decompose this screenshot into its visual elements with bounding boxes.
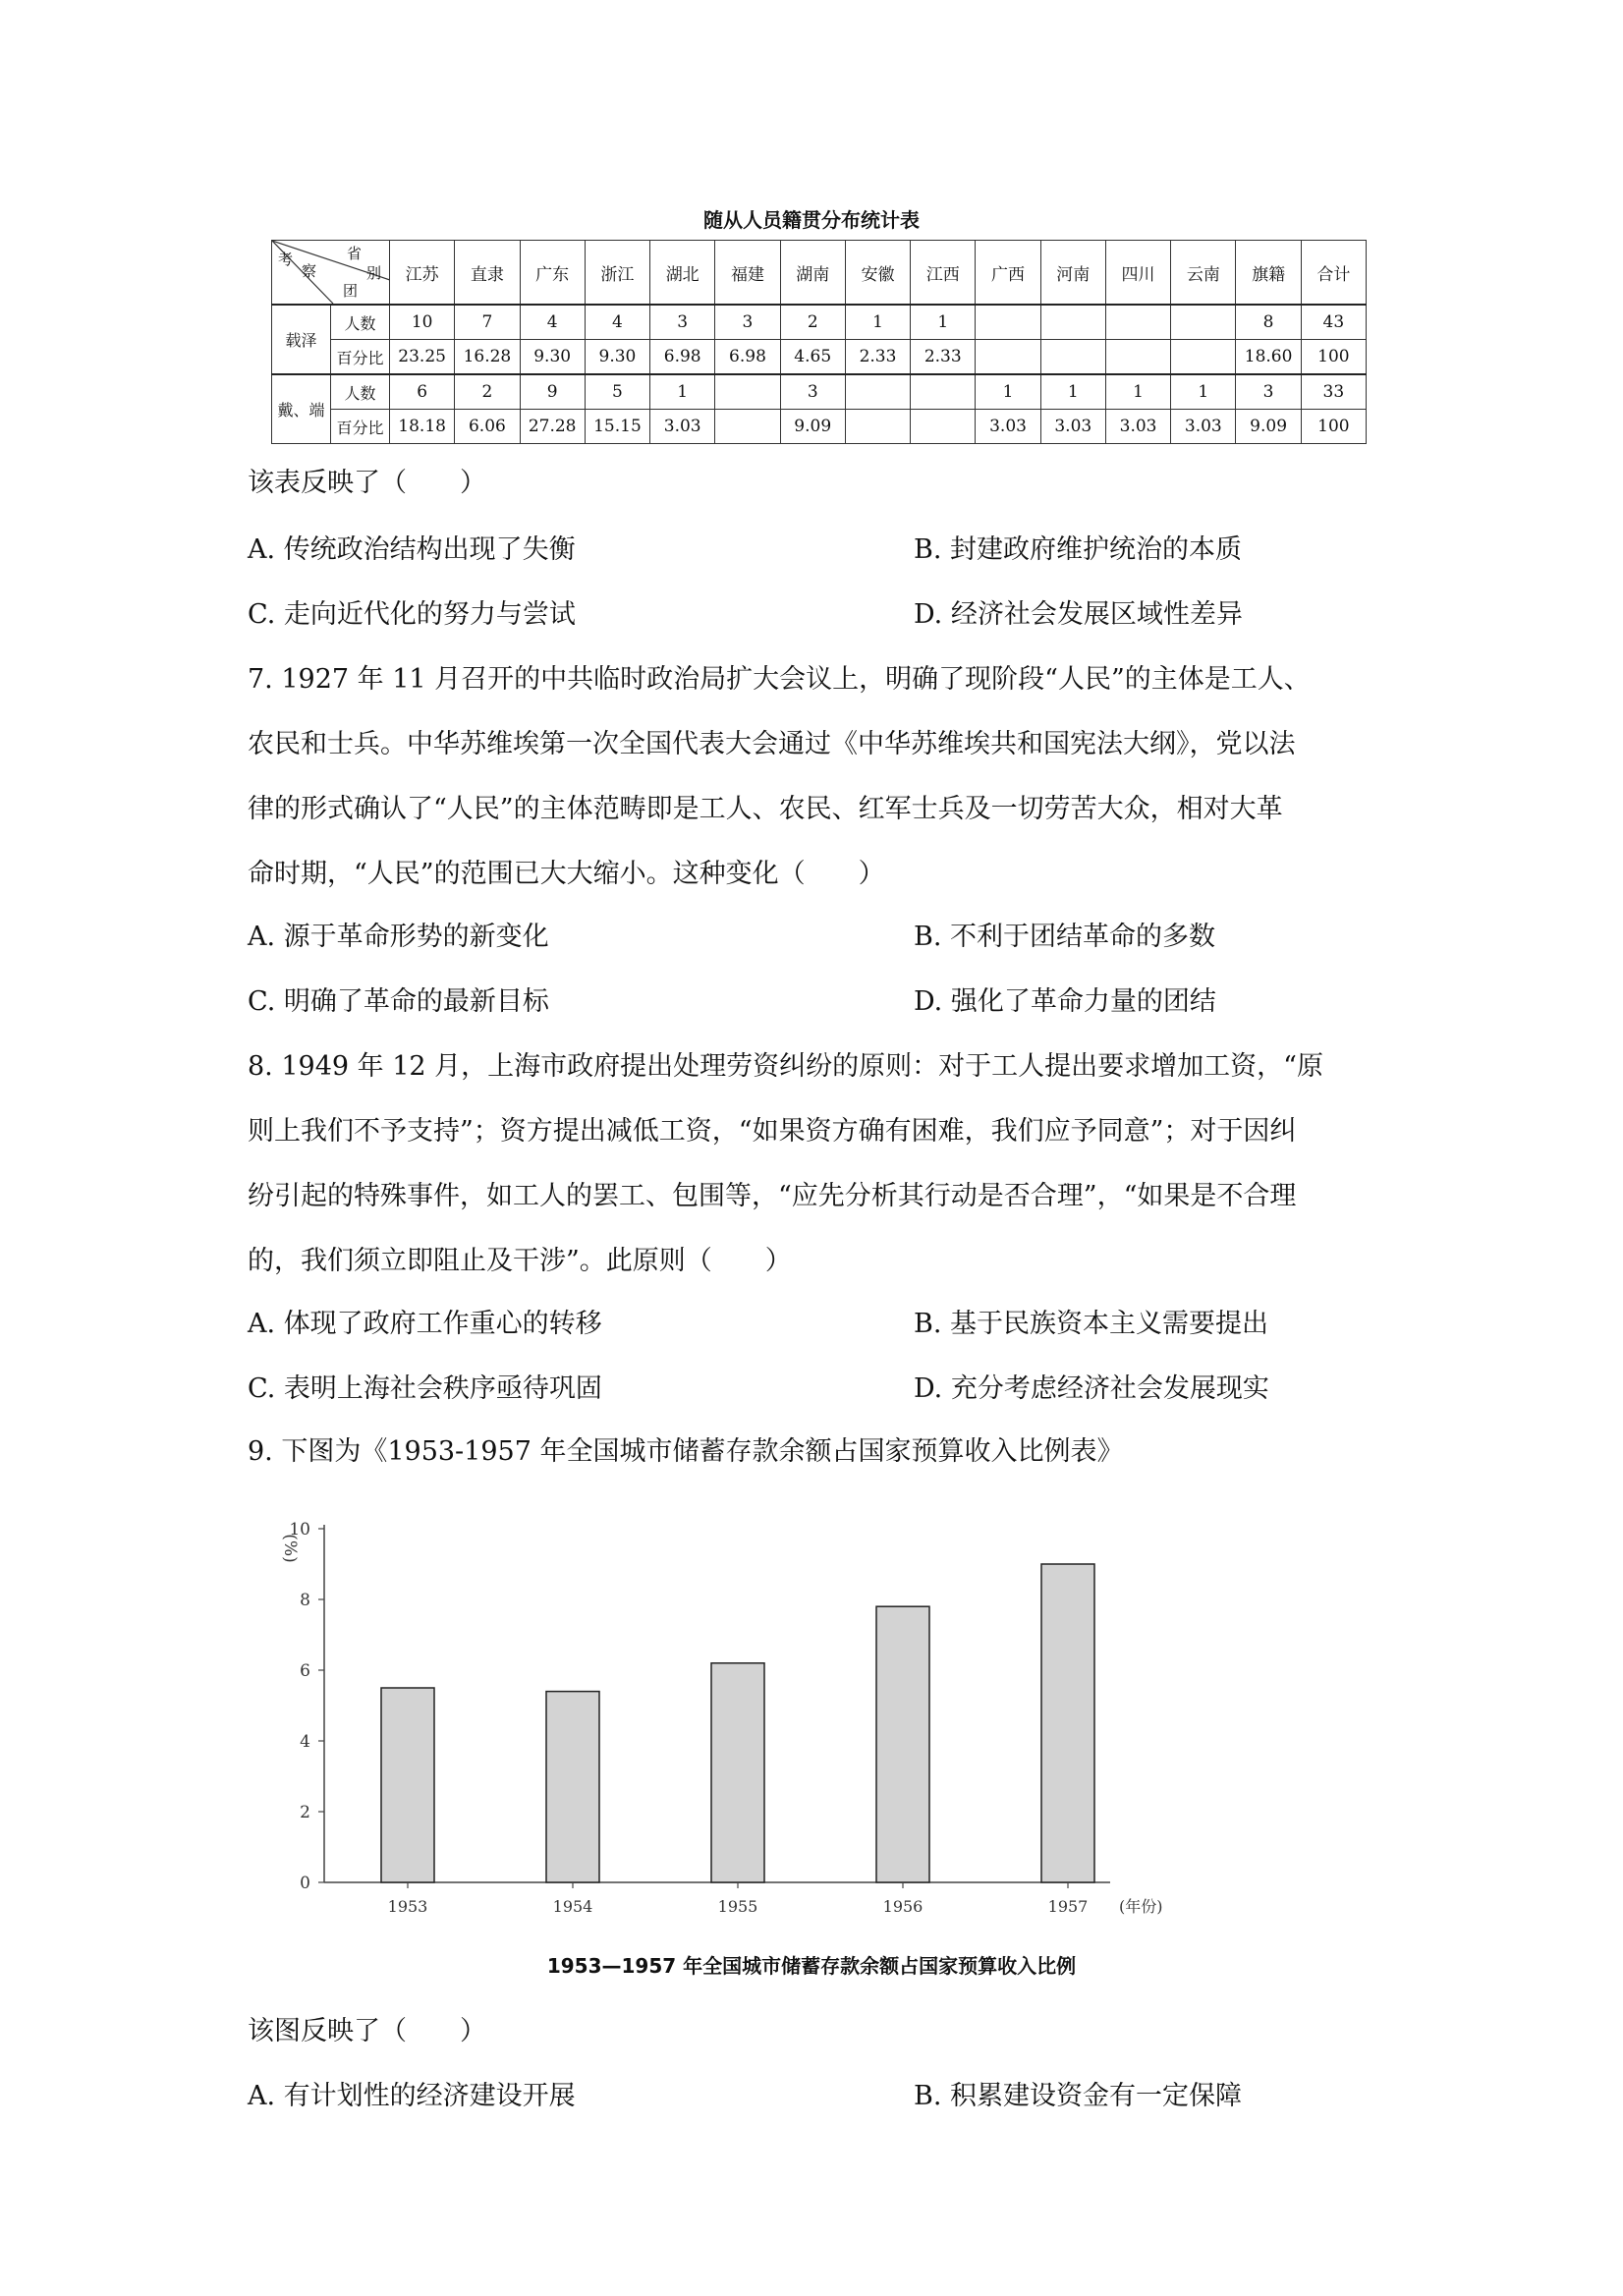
corner-char-e: 团 [343,282,359,300]
table-cell: 9.30 [585,340,649,375]
table-cell: 3 [780,374,845,410]
table-row [272,340,1367,375]
column-header: 旗籍 [1236,241,1301,306]
column-header: 河南 [1040,241,1105,306]
column-header: 江苏 [390,241,455,306]
q7-line-4: 命时期，“人民”的范围已大大缩小。这种变化（ ） [248,859,885,889]
y-axis-label: (%) [280,1534,300,1563]
bar-1956 [876,1606,929,1882]
table-cell: 10 [390,305,455,340]
table-cell: 5 [585,374,649,410]
q9-intro: 9. 下图为《1953-1957 年全国城市储蓄存款余额占国家预算收入比例表》 [248,1436,1124,1467]
column-header: 广东 [520,241,585,306]
column-header: 浙江 [585,241,649,306]
q7-option-c[interactable]: C. 明确了革命的最新目标 [248,986,549,1017]
q7-line-2: 农民和士兵。中华苏维埃第一次全国代表大会通过《中华苏维埃共和国宪法大纲》，党以法 [248,729,1296,759]
group-label: 载泽 [272,305,331,374]
table-title: 随从人员籍贯分布统计表 [703,208,920,232]
y-tick-label: 4 [300,1732,310,1752]
table-corner-cell [272,241,390,306]
table-row [272,374,1367,410]
q7-option-a[interactable]: A. 源于革命形势的新变化 [248,922,549,952]
table-row [272,305,1367,340]
x-tick-label: 1953 [387,1897,428,1916]
y-tick-label: 2 [300,1803,310,1822]
column-header: 江西 [911,241,976,306]
chart-title: 1953—1957 年全国城市储蓄存款余额占国家预算收入比例 [546,1954,1077,1978]
corner-char-c: 省 [347,245,363,262]
table-cell: 9 [520,374,585,410]
column-header: 云南 [1171,241,1236,306]
table-cell: 9.09 [1236,410,1301,444]
table-cell [976,340,1040,375]
x-tick-label: 1956 [882,1897,923,1916]
table-cell: 6.06 [455,410,520,444]
column-header: 直隶 [455,241,520,306]
table-cell: 9.30 [520,340,585,375]
q9-stem: 该图反映了（ ） [248,2016,486,2046]
row-label: 人数 [331,305,390,340]
table-cell: 3 [650,305,715,340]
table-cell: 2.33 [911,340,976,375]
q7-option-d[interactable]: D. 强化了革命力量的团结 [914,986,1216,1017]
table-cell: 7 [455,305,520,340]
table-cell [845,410,910,444]
table-cell [715,410,780,444]
q8-option-c[interactable]: C. 表明上海社会秩序亟待巩固 [248,1373,602,1404]
x-tick-label: 1955 [717,1897,758,1916]
table-cell: 4 [520,305,585,340]
column-header: 安徽 [845,241,910,306]
table-cell: 3.03 [1040,410,1105,444]
table-cell: 18.18 [390,410,455,444]
table-cell: 6.98 [650,340,715,375]
q6-option-b[interactable]: B. 封建政府维护统治的本质 [914,534,1243,565]
q8-line-4: 的，我们须立即阻止及干涉”。此原则（ ） [248,1246,792,1276]
table-cell: 1 [976,374,1040,410]
row-label: 百分比 [331,340,390,375]
table-row [272,410,1367,444]
column-header: 湖北 [650,241,715,306]
bar-1954 [546,1692,599,1882]
column-header: 广西 [976,241,1040,306]
column-header: 合计 [1301,241,1366,306]
table-cell: 3.03 [1171,410,1236,444]
table-cell: 9.09 [780,410,845,444]
bar-1957 [1041,1564,1094,1882]
corner-char-d: 别 [366,264,382,282]
q8-line-1: 8. 1949 年 12 月，上海市政府提出处理劳资纠纷的原则：对于工人提出要求增加工资，“原 [248,1051,1323,1082]
table-cell: 1 [1040,374,1105,410]
row-label: 百分比 [331,410,390,444]
table-cell [976,305,1040,340]
table-cell: 4.65 [780,340,845,375]
q8-option-d[interactable]: D. 充分考虑经济社会发展现实 [914,1373,1269,1404]
table-cell: 1 [1105,374,1170,410]
bar-1955 [711,1663,764,1882]
q7-line-3: 律的形式确认了“人民”的主体范畴即是工人、农民、红军士兵及一切劳苦大众，相对大革 [248,794,1283,824]
table-cell: 16.28 [455,340,520,375]
q6-stem: 该表反映了（ ） [248,468,486,498]
table-cell: 1 [1171,374,1236,410]
table-cell: 100 [1301,410,1366,444]
table-cell: 33 [1301,374,1366,410]
bar-1953 [381,1688,434,1882]
table-cell: 4 [585,305,649,340]
table-cell: 3.03 [650,410,715,444]
x-tick-label: 1954 [552,1897,593,1916]
x-tick-label: 1957 [1047,1897,1089,1916]
table-cell: 2.33 [845,340,910,375]
column-header: 四川 [1105,241,1170,306]
corner-char-a: 考 [278,251,294,268]
table-cell [1171,340,1236,375]
table-cell: 3 [1236,374,1301,410]
table-cell [1105,340,1170,375]
q8-option-a[interactable]: A. 体现了政府工作重心的转移 [248,1309,602,1339]
table-header-row [272,241,1367,306]
table-cell: 3.03 [1105,410,1170,444]
q6-option-c[interactable]: C. 走向近代化的努力与尝试 [248,599,576,630]
y-tick-label: 0 [300,1874,310,1893]
q7-option-b[interactable]: B. 不利于团结革命的多数 [914,922,1216,952]
table-cell: 100 [1301,340,1366,375]
column-header: 福建 [715,241,780,306]
table-cell [911,410,976,444]
y-tick-label: 10 [289,1520,310,1540]
table-cell: 18.60 [1236,340,1301,375]
y-tick-label: 8 [300,1591,310,1610]
table-cell [845,374,910,410]
table-cell: 6 [390,374,455,410]
group-label: 戴、端 [272,374,331,444]
table-cell [715,374,780,410]
statistics-table [271,240,1367,444]
q6-option-a[interactable]: A. 传统政治结构出现了失衡 [248,534,576,565]
table-cell: 43 [1301,305,1366,340]
table-cell: 1 [845,305,910,340]
q8-option-b[interactable]: B. 基于民族资本主义需要提出 [914,1309,1269,1339]
q8-line-3: 纷引起的特殊事件，如工人的罢工、包围等，“应先分析其行动是否合理”，“如果是不合理 [248,1181,1297,1211]
table-cell: 1 [650,374,715,410]
table-cell: 3 [715,305,780,340]
q9-option-b[interactable]: B. 积累建设资金有一定保障 [914,2081,1243,2111]
table-cell: 2 [780,305,845,340]
table-cell: 6.98 [715,340,780,375]
table-cell: 15.15 [585,410,649,444]
table-cell: 1 [911,305,976,340]
savings-bar-chart [246,1503,1228,1945]
table-cell [911,374,976,410]
table-cell: 2 [455,374,520,410]
table-cell [1105,305,1170,340]
row-label: 人数 [331,374,390,410]
q6-option-d[interactable]: D. 经济社会发展区域性差异 [914,599,1243,630]
table-cell [1040,305,1105,340]
table-cell: 23.25 [390,340,455,375]
q9-option-a[interactable]: A. 有计划性的经济建设开展 [248,2081,576,2111]
corner-char-b: 察 [302,262,317,280]
table-cell [1040,340,1105,375]
q7-line-1: 7. 1927 年 11 月召开的中共临时政治局扩大会议上，明确了现阶段“人民”的主体是工人、 [248,664,1311,695]
table-cell [1171,305,1236,340]
y-tick-label: 6 [300,1661,310,1681]
q8-line-2: 则上我们不予支持”；资方提出减低工资，“如果资方确有困难，我们应予同意”；对于因纠 [248,1116,1297,1147]
x-axis-label: (年份) [1119,1897,1163,1916]
table-cell: 3.03 [976,410,1040,444]
table-cell: 8 [1236,305,1301,340]
column-header: 湖南 [780,241,845,306]
table-cell: 27.28 [520,410,585,444]
